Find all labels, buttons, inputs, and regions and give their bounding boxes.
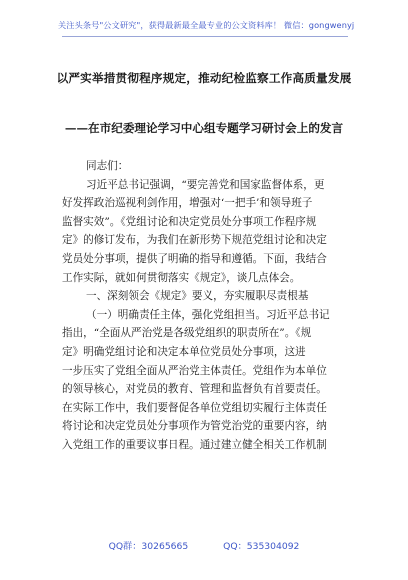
paragraph-line: 工作实际，就如何贯彻落实《规定》，谈几点体会。 [62,271,301,284]
paragraph-line: 在实际工作中，我们要督促各单位党组切实履行主体责任 [62,401,327,414]
paragraph-line: 监督实效”。《党组讨论和决定党员处分事项工作程序规 [62,215,317,228]
paragraph-line: 党员处分事项，提供了明确的指导和遵循。下面，我结合 [62,252,327,265]
qq-number: QQ：535304092 [223,541,300,552]
document-title: 以严实举措贯彻程序规定，推动纪检监察工作高质量发展 [56,71,352,85]
paragraph-line: 入党组工作的重要议事日程。通过建立健全相关工作机制 [62,438,327,451]
paragraph-line: 的领导核心，对党员的教育、管理和监督负有首要责任。 [62,383,327,396]
salutation: 同志们： [86,160,129,172]
header-divider [62,36,348,37]
paragraph-line: 定》明确党组讨论和决定本单位党员处分事项，这进 [62,345,306,358]
document-subtitle: ——在市纪委理论学习中心组专题学习研讨会上的发言 [64,121,344,135]
document-body [62,157,350,455]
qq-group-number: QQ群：30265665 [108,541,189,552]
paragraph-line: 定》的修订发布，为我们在新形势下规范党组讨论和决定 [62,234,327,247]
paragraph-line: 一步压实了党组全面从严治党主体责任。党组作为本单位 [62,364,327,377]
paragraph-line: 指出，“全面从严治党是各级党组织的职责所在”。《规 [62,327,312,340]
footer-contacts [0,538,408,552]
paragraph-line: （一）明确责任主体，强化党组担当。习近平总书记 [86,308,330,321]
paragraph-line: 将讨论和决定党员处分事项作为管党治党的重要内容，纳 [62,420,327,433]
header-banner: 关注头条号"公文研究"，获得最新最全最专业的公文资料库！ 微信：gongwenyj [58,20,355,30]
paragraph-line: 习近平总书记强调，“要完善党和国家监督体系，更 [86,178,325,191]
section-heading: 一、深刻领会《规定》要义，夯实履职尽责根基 [86,290,309,303]
paragraph-line: 好发挥政治巡视利剑作用，增强对‘一把手’和领导班子 [62,197,313,210]
